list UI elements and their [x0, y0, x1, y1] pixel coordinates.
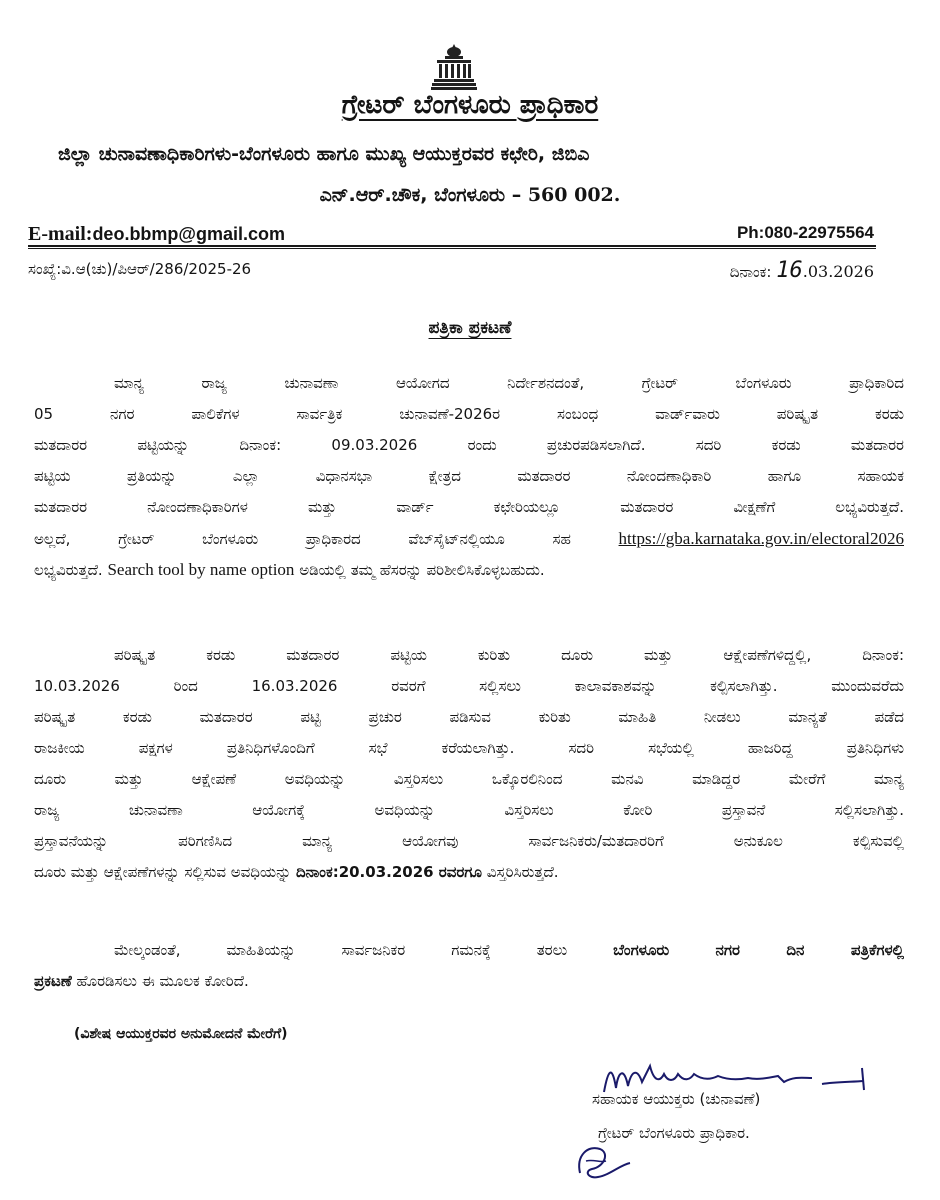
reference-number: ಸಂಖ್ಯೆ:ವಿ.ಆ(ಚು)/ಪಿಆರ್/286/2025-26 — [28, 260, 252, 278]
paragraph-line — [34, 935, 904, 966]
extension-suffix: ವಿಸ್ತರಿಸಿರುತ್ತದೆ. — [482, 863, 559, 881]
newspapers-text: ಬೆಂಗಳೂರು ನಗರ ದಿನ ಪತ್ರಿಕೆಗಳಲ್ಲಿ — [613, 941, 904, 959]
electoral-roll-link[interactable]: https://gba.karnataka.gov.in/electoral2026 — [618, 529, 904, 548]
signatory-organization: ಗ್ರೇಟರ್ ಬೆಂಗಳೂರು ಪ್ರಾಧಿಕಾರ. — [598, 1124, 750, 1142]
paragraph-line: ಪ್ರಸ್ತಾವನೆಯನ್ನು ಪರಿಗಣಿಸಿದ ಮಾನ್ಯ ಆಯೋಗವು ಸಾರ್ವಜನಿಕರು/ಮತದಾರರಿಗೆ ಅನುಕೂಲ ಕಲ್ಪಿಸುವಲ್ಲಿ — [34, 832, 904, 850]
paragraph-line: 10.03.2026 ರಿಂದ 16.03.2026 ರವರಗೆ ಸಲ್ಲಿಸಲು ಕಾಲಾವಕಾಶವನ್ನು ಕಲ್ಪಿಸಲಾಗಿತ್ತು. ಮುಂದುವರೆದು — [34, 677, 904, 695]
date-month-year: .03.2026 — [802, 262, 874, 281]
email-line — [28, 223, 285, 246]
vidhana-soudha-emblem-icon — [431, 42, 477, 92]
paragraph-line: ರಾಜ್ಯ ಚುನಾವಣಾ ಆಯೋಗಕ್ಕೆ ಅವಧಿಯನ್ನು ವಿಸ್ತರಿಸಲು ಕೋರಿ ಪ್ರಸ್ತಾವನೆ ಸಲ್ಲಿಸಲಾಗಿತ್ತು. — [34, 801, 904, 819]
phone-number: Ph:080-22975564 — [736, 223, 874, 242]
publication-request: ಮೇಲ್ಕಂಡಂತೆ, ಮಾಹಿತಿಯನ್ನು ಸಾರ್ವಜನಿಕರ ಗಮನಕ್ಕೆ ತರಲು — [114, 941, 614, 959]
availability-text: ಲಭ್ಯವಿರುತ್ತದೆ. — [34, 561, 108, 579]
search-tool-text: Search tool by name option — [107, 560, 295, 579]
paragraph-line — [34, 857, 904, 888]
paragraph-2 — [34, 640, 904, 888]
letter-date — [730, 258, 874, 283]
paragraph-line: ರಾಜಕೀಯ ಪಕ್ಷಗಳ ಪ್ರತಿನಿಧಿಗಳೊಂದಿಗೆ ಸಭೆ ಕರೆಯಲಾಗಿತ್ತು. ಸದರಿ ಸಭೆಯಲ್ಲಿ ಹಾಜರಿದ್ದ ಪ್ರತಿನಿಧಿಗಳು — [34, 739, 904, 757]
paragraph-line: ದೂರು ಮತ್ತು ಆಕ್ಷೇಪಣೆ ಅವಧಿಯನ್ನು ವಿಸ್ತರಿಸಲು ಒಕ್ಕೊರಲಿನಿಂದ ಮನವಿ ಮಾಡಿದ್ದರ ಮೇರೆಗೆ ಮಾನ್ಯ — [34, 770, 904, 788]
paragraph-1 — [34, 368, 904, 585]
paragraph-line: ಮಾನ್ಯ ರಾಜ್ಯ ಚುನಾವಣಾ ಆಯೋಗದ ನಿರ್ದೇಶನದಂತೆ, ಗ್ರೇಟರ್ ಬೆಂಗಳೂರು ಪ್ರಾಧಿಕಾರಿದ — [114, 374, 904, 392]
paragraph-line: ಪರಿಷ್ಕೃತ ಕರಡು ಮತದಾರರ ಪಟ್ಟಿ ಪ್ರಚುರ ಪಡಿಸುವ ಕುರಿತು ಮಾಹಿತಿ ನೀಡಲು ಮಾನ್ಯತೆ ಪಡೆದ — [34, 708, 904, 726]
paragraph-3 — [34, 935, 904, 997]
header-divider-thin — [28, 248, 876, 249]
office-address-line2 — [0, 184, 940, 206]
extension-intro: ದೂರು ಮತ್ತು ಆಕ್ಷೇಪಣೆಗಳನ್ನು ಸಲ್ಲಿಸುವ ಅವಧಿಯನ್ನು — [34, 863, 296, 881]
press-release-heading: ಪತ್ರಿಕಾ ಪ್ರಕಟಣೆ — [428, 318, 512, 338]
extended-deadline: ದಿನಾಂಕ:20.03.2026 ರವರಗೂ — [295, 863, 482, 881]
authority-title: ಗ್ರೇಟರ್ ಬೆಂಗಳೂರು ಪ್ರಾಧಿಕಾರ — [341, 90, 599, 120]
date-day-handwritten: 16 — [776, 258, 803, 283]
paragraph-line — [34, 523, 904, 554]
email-address[interactable]: deo.bbmp@gmail.com — [92, 224, 286, 244]
signatory-designation: ಸಹಾಯಕ ಆಯುಕ್ತರು (ಚುನಾವಣೆ) — [592, 1090, 761, 1108]
header-divider — [28, 245, 876, 247]
email-label: E-mail: — [28, 223, 93, 245]
paragraph-line: ಪರಿಷ್ಕೃತ ಕರಡು ಮತದಾರರ ಪಟ್ಟಿಯ ಕುರಿತು ದೂರು ಮತ್ತು ಆಕ್ಷೇಪಣೆಗಳಿದ್ದಲ್ಲಿ, ದಿನಾಂಕ: — [114, 646, 904, 664]
office-address-locality: ಎನ್.ಆರ್.ಚೌಕ, ಬೆಂಗಳೂರು – — [319, 184, 528, 206]
office-pincode: 560 002. — [527, 184, 621, 206]
paragraph-line: ಮತದಾರರ ನೋಂದಣಾಧಿಕಾರಿಗಳ ಮತ್ತು ವಾರ್ಡ್ ಕಛೇರಿಯಲ್ಲೂ ಮತದಾರರ ವೀಕ್ಷಣೆಗೆ ಲಭ್ಯವಿರುತ್ತದೆ. — [34, 498, 904, 516]
paragraph-line — [34, 966, 904, 997]
request-suffix: ಹೊರಡಿಸಲು ಈ ಮೂಲಕ ಕೋರಿದೆ. — [71, 972, 249, 990]
office-address-line1: ಜಿಲ್ಲಾ ಚುನಾವಣಾಧಿಕಾರಿಗಳು-ಬೆಂಗಳೂರು ಹಾಗೂ ಮುಖ್ಯ ಆಯುಕ್ತರವರ ಕಛೇರಿ, ಜಿಬಿಎ — [58, 143, 590, 165]
paragraph-line: ಮತದಾರರ ಪಟ್ಟಿಯನ್ನು ದಿನಾಂಕ: 09.03.2026 ರಂದು ಪ್ರಚುರಪಡಿಸಲಾಗಿದೆ. ಸದರಿ ಕರಡು ಮತದಾರರ — [34, 436, 904, 454]
website-intro: ಅಲ್ಲದೆ, ಗ್ರೇಟರ್ ಬೆಂಗಳೂರು ಪ್ರಾಧಿಕಾರದ ವೆಬ್‌ಸೈಟ್‌ನಲ್ಲಿಯೂ ಸಹ — [34, 530, 619, 548]
search-instruction-text: ಅಡಿಯಲ್ಲಿ ತಮ್ಮ ಹೆಸರನ್ನು ಪರಿಶೀಲಿಸಿಕೊಳ್ಳಬಹುದು. — [294, 561, 545, 579]
approval-note: (ವಿಶೇಷ ಆಯುಕ್ತರವರ ಅನುಮೋದನೆ ಮೇರೆಗೆ) — [74, 1026, 288, 1042]
publish-word: ಪ್ರಕಟಣೆ — [34, 972, 72, 990]
paragraph-line: ಪಟ್ಟಿಯ ಪ್ರತಿಯನ್ನು ಎಲ್ಲಾ ವಿಧಾನಸಭಾ ಕ್ಷೇತ್ರದ ಮತದಾರರ ನೋಂದಣಾಧಿಕಾರಿ ಹಾಗೂ ಸಹಾಯಕ — [34, 467, 904, 485]
paragraph-line: 05 ನಗರ ಪಾಲಿಕೆಗಳ ಸಾರ್ವತ್ರಿಕ ಚುನಾವಣೆ-2026ರ ಸಂಬಂಧ ವಾರ್ಡ್‌ವಾರು ಪರಿಷ್ಕೃತ ಕರಡು — [34, 405, 904, 423]
date-label: ದಿನಾಂಕ: — [729, 263, 777, 281]
handwritten-initial — [570, 1135, 640, 1185]
paragraph-line — [34, 554, 904, 585]
